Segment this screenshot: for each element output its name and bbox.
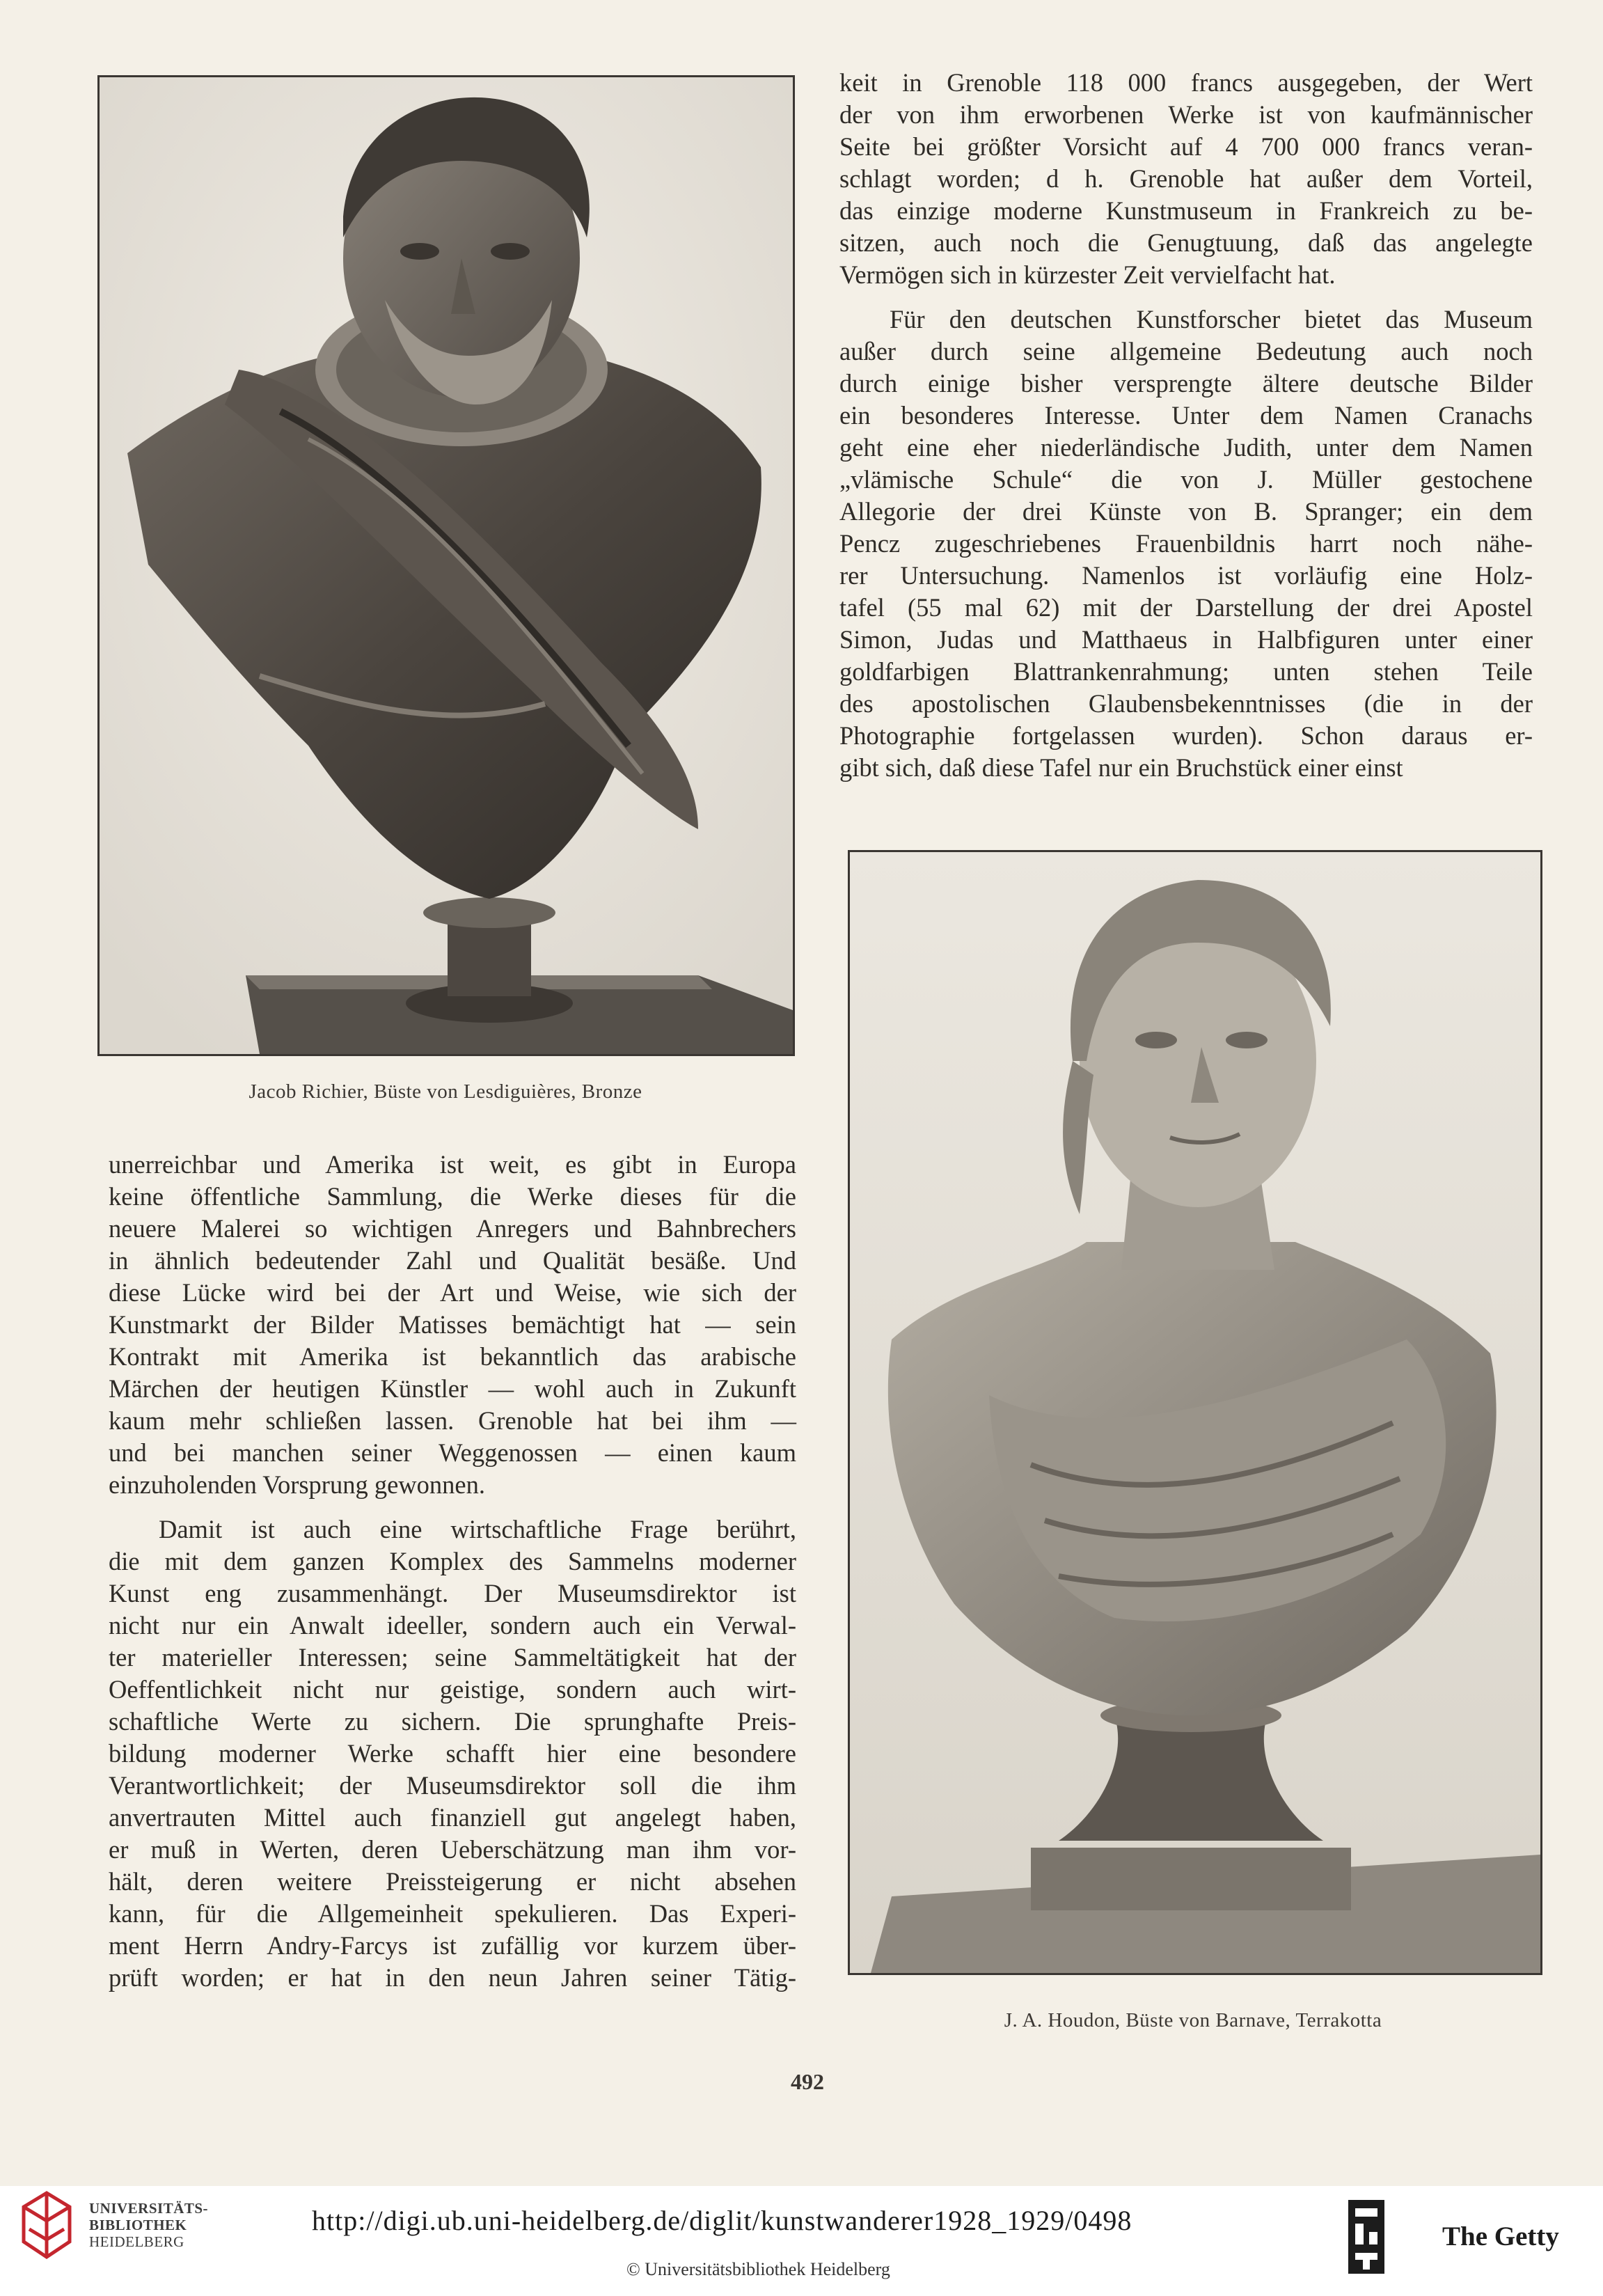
caption-bust-lesdiguieres: Jacob Richier, Büste von Lesdiguières, Bronze	[248, 1080, 642, 1103]
text-line: Kunstmarkt der Bilder Matisses bemächtigt hat — sein	[109, 1310, 796, 1339]
text-line: nicht nur ein Anwalt ideeller, sondern auch ein Verwal-	[109, 1611, 796, 1640]
photo-bust-lesdiguieres	[97, 75, 795, 1056]
caption-bust-barnave: J. A. Houdon, Büste von Barnave, Terrakotta	[1004, 2009, 1382, 2031]
university-library-logo-icon[interactable]	[15, 2187, 78, 2264]
text-line: kann, für die Allgemeinheit spekulieren. Das Experi-	[109, 1899, 796, 1928]
text-line: Pencz zugeschriebenes Frauenbildnis harrt noch nähe-	[839, 529, 1533, 558]
text-line: Damit ist auch eine wirtschaftliche Frage berührt,	[159, 1515, 796, 1543]
text-line: ment Herrn Andry-Farcys ist zufällig vor kurzem über-	[109, 1931, 796, 1960]
library-name-line-2: BIBLIOTHEK	[89, 2217, 187, 2233]
text-line: der von ihm erworbenen Werke ist von kaufmännischer	[839, 100, 1533, 129]
text-line: hält, deren weitere Preissteigerung er nicht absehen	[109, 1867, 796, 1896]
text-line: Seite bei größter Vorsicht auf 4 700 000 francs veran-	[839, 132, 1533, 161]
text-line: anvertrauten Mittel auch finanziell gut angelegt haben,	[109, 1803, 796, 1832]
text-line: goldfarbigen Blattrankenrahmung; unten stehen Teile	[839, 657, 1533, 686]
text-line: die mit dem ganzen Komplex des Sammelns moderner	[109, 1547, 796, 1575]
text-line: gibt sich, daß diese Tafel nur ein Bruchstück einer einst	[839, 753, 1403, 782]
library-name-line-1: UNIVERSITÄTS-	[89, 2200, 209, 2217]
text-line: Vermögen sich in kürzester Zeit vervielfacht hat.	[839, 260, 1336, 289]
text-column-left-bottom	[109, 1149, 796, 1994]
text-line: sitzen, auch noch die Genugtuung, daß das angelegte	[839, 228, 1533, 257]
text-line: Kunst eng zusammenhängt. Der Museumsdirektor ist	[109, 1579, 796, 1607]
text-line: in ähnlich bedeutender Zahl und Qualität besäße. Und	[109, 1246, 796, 1275]
text-line: keine öffentliche Sammlung, die Werke dieses für die	[109, 1182, 796, 1211]
text-line: einzuholenden Vorsprung gewonnen.	[109, 1470, 485, 1499]
library-name-line-3: HEIDELBERG	[89, 2233, 184, 2250]
text-line: des apostolischen Glaubensbekenntnisses (die in der	[839, 689, 1533, 718]
text-line: kaum mehr schließen lassen. Grenoble hat bei ihm —	[109, 1406, 796, 1435]
text-line: ter materieller Interessen; seine Sammeltätigkeit hat der	[109, 1643, 796, 1672]
text-line: Photographie fortgelassen wurden). Schon daraus er-	[839, 721, 1533, 750]
photo-bust-barnave	[848, 850, 1542, 1975]
text-line: neuere Malerei so wichtigen Anregers und Bahnbrechers	[109, 1214, 796, 1243]
text-line: schaftliche Werte zu sichern. Die sprunghafte Preis-	[109, 1707, 796, 1736]
text-line: Verantwortlichkeit; der Museumsdirektor soll die ihm	[109, 1771, 796, 1800]
text-line: Simon, Judas und Matthaeus in Halbfiguren unter einer	[839, 625, 1533, 654]
permalink-url[interactable]: http://digi.ub.uni-heidelberg.de/diglit/kunstwanderer1928_1929/0498	[312, 2205, 1132, 2236]
text-line: Für den deutschen Kunstforscher bietet das Museum	[890, 305, 1533, 333]
text-line: tafel (55 mal 62) mit der Darstellung der drei Apostel	[839, 593, 1533, 622]
text-line: keit in Grenoble 118 000 francs ausgegeben, der Wert	[839, 68, 1533, 97]
text-line: schlagt worden; d h. Grenoble hat außer dem Vorteil,	[839, 164, 1533, 193]
text-line: Kontrakt mit Amerika ist bekanntlich das arabische	[109, 1342, 796, 1371]
text-line: rer Untersuchung. Namenlos ist vorläufig eine Holz-	[839, 561, 1533, 590]
text-line: unerreichbar und Amerika ist weit, es gibt in Europa	[109, 1150, 796, 1179]
bust-terracotta-image	[850, 852, 1540, 1973]
text-line: Märchen der heutigen Künstler — wohl auch in Zukunft	[109, 1374, 796, 1403]
text-line: Oeffentlichkeit nicht nur geistige, sondern auch wirt-	[109, 1675, 796, 1704]
text-line: „vlämische Schule“ die von J. Müller gestochene	[839, 465, 1533, 494]
text-line: Allegorie der drei Künste von B. Spranger; ein dem	[839, 497, 1533, 526]
text-line: außer durch seine allgemeine Bedeutung auch noch	[839, 337, 1533, 365]
text-line: prüft worden; er hat in den neun Jahren seiner Tätig-	[109, 1963, 796, 1992]
text-line: bildung moderner Werke schafft hier eine besondere	[109, 1739, 796, 1768]
page-number: 492	[791, 2069, 824, 2094]
text-line: durch einige bisher versprengte ältere deutsche Bilder	[839, 369, 1533, 398]
text-line: und bei manchen seiner Weggenossen — einen kaum	[109, 1438, 796, 1467]
copyright-notice: © Universitätsbibliothek Heidelberg	[626, 2259, 890, 2279]
text-line: geht eine eher niederländische Judith, unter dem Namen	[839, 433, 1533, 462]
university-library-name	[89, 2200, 208, 2250]
text-line: das einzige moderne Kunstmuseum in Frankreich zu be-	[839, 196, 1533, 225]
text-column-right-top	[839, 67, 1533, 784]
text-line: er muß in Werten, deren Ueberschätzung man ihm vor-	[109, 1835, 796, 1864]
getty-logo-icon[interactable]	[1347, 2199, 1386, 2275]
getty-name[interactable]: The Getty	[1442, 2222, 1559, 2251]
bust-bronze-image	[100, 77, 793, 1054]
text-line: ein besonderes Interesse. Unter dem Namen Cranachs	[839, 401, 1533, 430]
text-line: diese Lücke wird bei der Art und Weise, wie sich der	[109, 1278, 796, 1307]
